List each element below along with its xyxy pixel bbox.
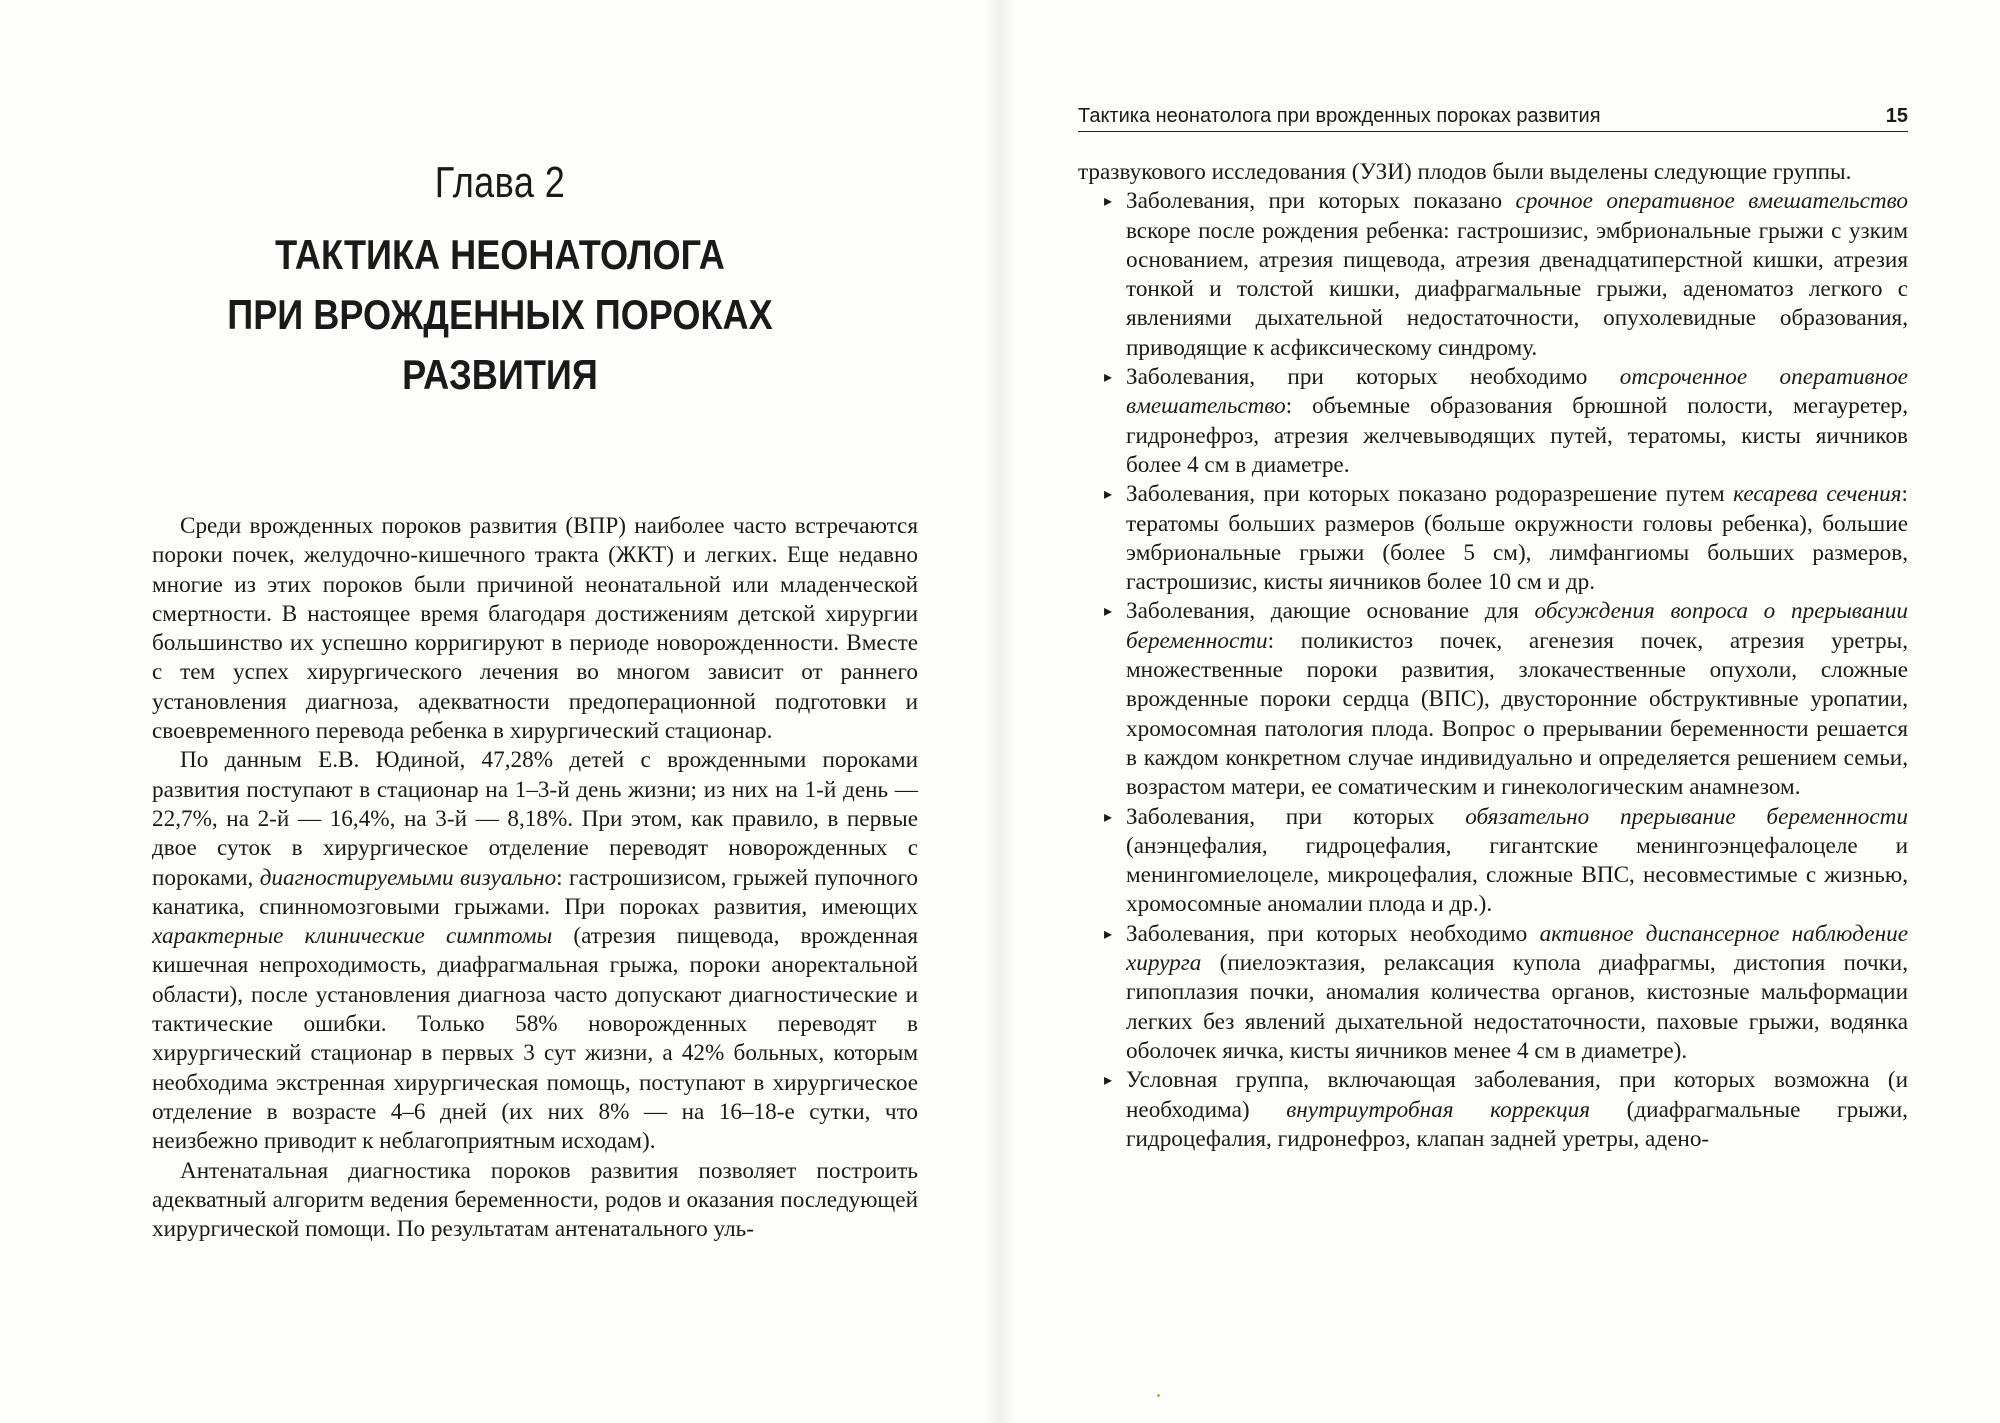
emphasis: обсуждения вопроса о прерывании беременности — [1126, 598, 1908, 654]
paragraph: Антенатальная диагностика пороков развития позволяет построить адекватный алгоритм ведения беременности, родов и оказания последующей хирургической помощи. По результатам антенатального уль- — [152, 1157, 918, 1243]
emphasis: кесарева сечения — [1733, 481, 1902, 508]
list-item — [1078, 363, 1908, 480]
text-run: : поликистоз почек, агенезия почек, атрезия уретры, множественные пороки развития, злокачественные опухоли, сложные врожденные пороки сердца (ВПС), двусторонние обструктивные уропатии, хромосомная патология плода. Вопрос о прерывании беременности решается в каждом конкретном случае индивидуально и определяется решением семьи, возрастом матери, ее соматическим и гинекологическим анамнезом. — [1126, 627, 1908, 801]
bullet-icon: ▸ — [1104, 808, 1113, 826]
paragraph — [152, 746, 918, 1156]
text-run: : гастрошизисом, грыжей пупочного канатика, спинномозговыми грыжами. При пороках развития, имеющих — [152, 864, 918, 920]
text-run: (пиелоэктазия, релаксация купола диафрагмы, дистопия почки, гипоплазия почки, аномалия количества органов, кистозные мальформации легких без явлений дыхательной недостаточности, паховые грыжи, водянка оболочек яичка, кисты яичников менее 4 см в диаметре). — [1126, 950, 1908, 1064]
text-run: : объемные образования брюшной полости, мегауретер, гидронефроз, атрезия желчевыводящих путей, тератомы, кисты яичников более 4 см в диаметре. — [1126, 393, 1908, 478]
chapter-label: Глава 2 — [434, 158, 566, 207]
text-run: : тератомы больших размеров (больше окружности головы ребенка), большие эмбриональные грыжи (более 5 см), лимфангиомы больших размеров, гастрошизис, кисты яичников более 10 см и др. — [1126, 481, 1908, 596]
emphasis: внутриутробная коррекция — [1286, 1096, 1590, 1123]
emphasis: активное диспансерное наблюдение хирурга — [1126, 920, 1908, 977]
list-item — [1078, 597, 1908, 802]
chapter-title-line: РАЗВИТИЯ — [402, 351, 598, 398]
paper-speck — [1157, 1394, 1160, 1397]
emphasis: диагностируемыми визуально — [259, 864, 557, 891]
emphasis: отсроченное оперативное вмешательство — [1126, 364, 1908, 420]
text-run: Условная группа, включающая заболевания, при которых возможна (и необходима) — [1126, 1067, 1908, 1123]
bullet-icon: ▸ — [1104, 925, 1113, 943]
bullet-icon: ▸ — [1104, 1072, 1113, 1090]
text-run: вскоре после рождения ребенка: гастрошизис, эмбриональные грыжи с узким основанием, атрезия пищевода, атрезия двенадцатиперстной кишки, атрезия тонкой и толстой кишки, диафрагмальные грыжи, аденоматоз легкого с явлениями дыхательной недостаточности, опухолевидные образования, приводящие к асфиксическому синдрому. — [1126, 217, 1908, 361]
list-item — [1078, 187, 1908, 363]
text-run: Заболевания, при которых показано — [1126, 188, 1516, 215]
text-run: Заболевания, при которых — [1126, 803, 1466, 830]
chapter-title-line: ТАКТИКА НЕОНАТОЛОГА — [275, 231, 725, 278]
text-run: По данным Е.В. Юдиной, 47,28% детей с врожденными пороками развития поступают в стационар на 1–3-й день жизни; из них на 1-й день — 22,7%, на 2-й — 16,4%, на 3-й — 8,18%. При этом, как правило, в первые двое суток в хирургическое отделение переводят новорожденных с пороками, — [152, 747, 918, 891]
left-body-text — [152, 512, 918, 1244]
running-title: Тактика неонатолога при врожденных пороках развития — [1078, 105, 1601, 127]
emphasis: срочное оперативное вмешательство — [1515, 188, 1908, 215]
text-run: (диафрагмальные грыжи, гидроцефалия, гидронефроз, клапан задней уретры, адено- — [1126, 1096, 1908, 1152]
text-run: Заболевания, при которых показано родоразрешение путем — [1126, 481, 1734, 508]
text-run: Заболевания, дающие основание для — [1126, 598, 1535, 625]
text-run: (анэнцефалия, гидроцефалия, гигантские менингоэнцефалоцеле и менингомиелоцеле, микроцефалия, сложные ВПС, несовместимые с жизнью, хромосомные аномалии плода и др.). — [1126, 832, 1908, 918]
text-run: Заболевания, при которых необходимо — [1126, 920, 1540, 947]
chapter-title-line: ПРИ ВРОЖДЕННЫХ ПОРОКАХ — [227, 291, 773, 338]
book-gutter — [985, 0, 1015, 1423]
intro-paragraph: тразвукового исследования (УЗИ) плодов были выделены следующие группы. — [1078, 159, 1852, 185]
running-head — [1078, 103, 1908, 132]
list-item — [1078, 480, 1908, 597]
list-item — [1078, 803, 1908, 920]
paragraph: Среди врожденных пороков развития (ВПР) наиболее часто встречаются пороки почек, желудочно-кишечного тракта (ЖКТ) и легких. Еще недавно многие из этих пороков были причиной неонатальной или младенческой смертности. В настоящее время благодаря достижениям детской хирургии большинство их успешно корригируют в периоде новорожденности. Вместе с тем успех хирургического лечения во многом зависит от раннего установления диагноза, адекватности предоперационной подготовки и своевременного перевода ребенка в хирургический стационар. — [152, 513, 918, 745]
text-run: Заболевания, при которых необходимо — [1126, 364, 1620, 391]
bullet-list — [1078, 187, 1908, 1154]
emphasis: характерные клинические симптомы — [152, 923, 553, 950]
bullet-icon: ▸ — [1104, 369, 1113, 387]
right-body-text — [1078, 158, 1908, 1154]
text-run: (атрезия пищевода, врожденная кишечная непроходимость, диафрагмальная грыжа, пороки аноректальной области), после установления диагноза часто допускают диагностические и тактические ошибки. Только 58% новорожденных переводят в хирургический стационар в первых 3 сут жизни, а 42% больных, которым необходима экстренная хирургическая помощь, поступают в хирургическое отделение в возрасте 4–6 дней (их них 8% — на 16–18-е сутки, что неизбежно приводит к неблагоприятным исходам). — [152, 923, 918, 1155]
list-item — [1078, 1066, 1908, 1154]
list-item — [1078, 920, 1908, 1066]
page-number: 15 — [1885, 105, 1908, 127]
bullet-icon: ▸ — [1104, 193, 1113, 211]
bullet-icon: ▸ — [1104, 486, 1113, 504]
chapter-title — [70, 225, 930, 405]
emphasis: обязательно прерывание беременности — [1465, 803, 1908, 830]
bullet-icon: ▸ — [1104, 603, 1113, 621]
